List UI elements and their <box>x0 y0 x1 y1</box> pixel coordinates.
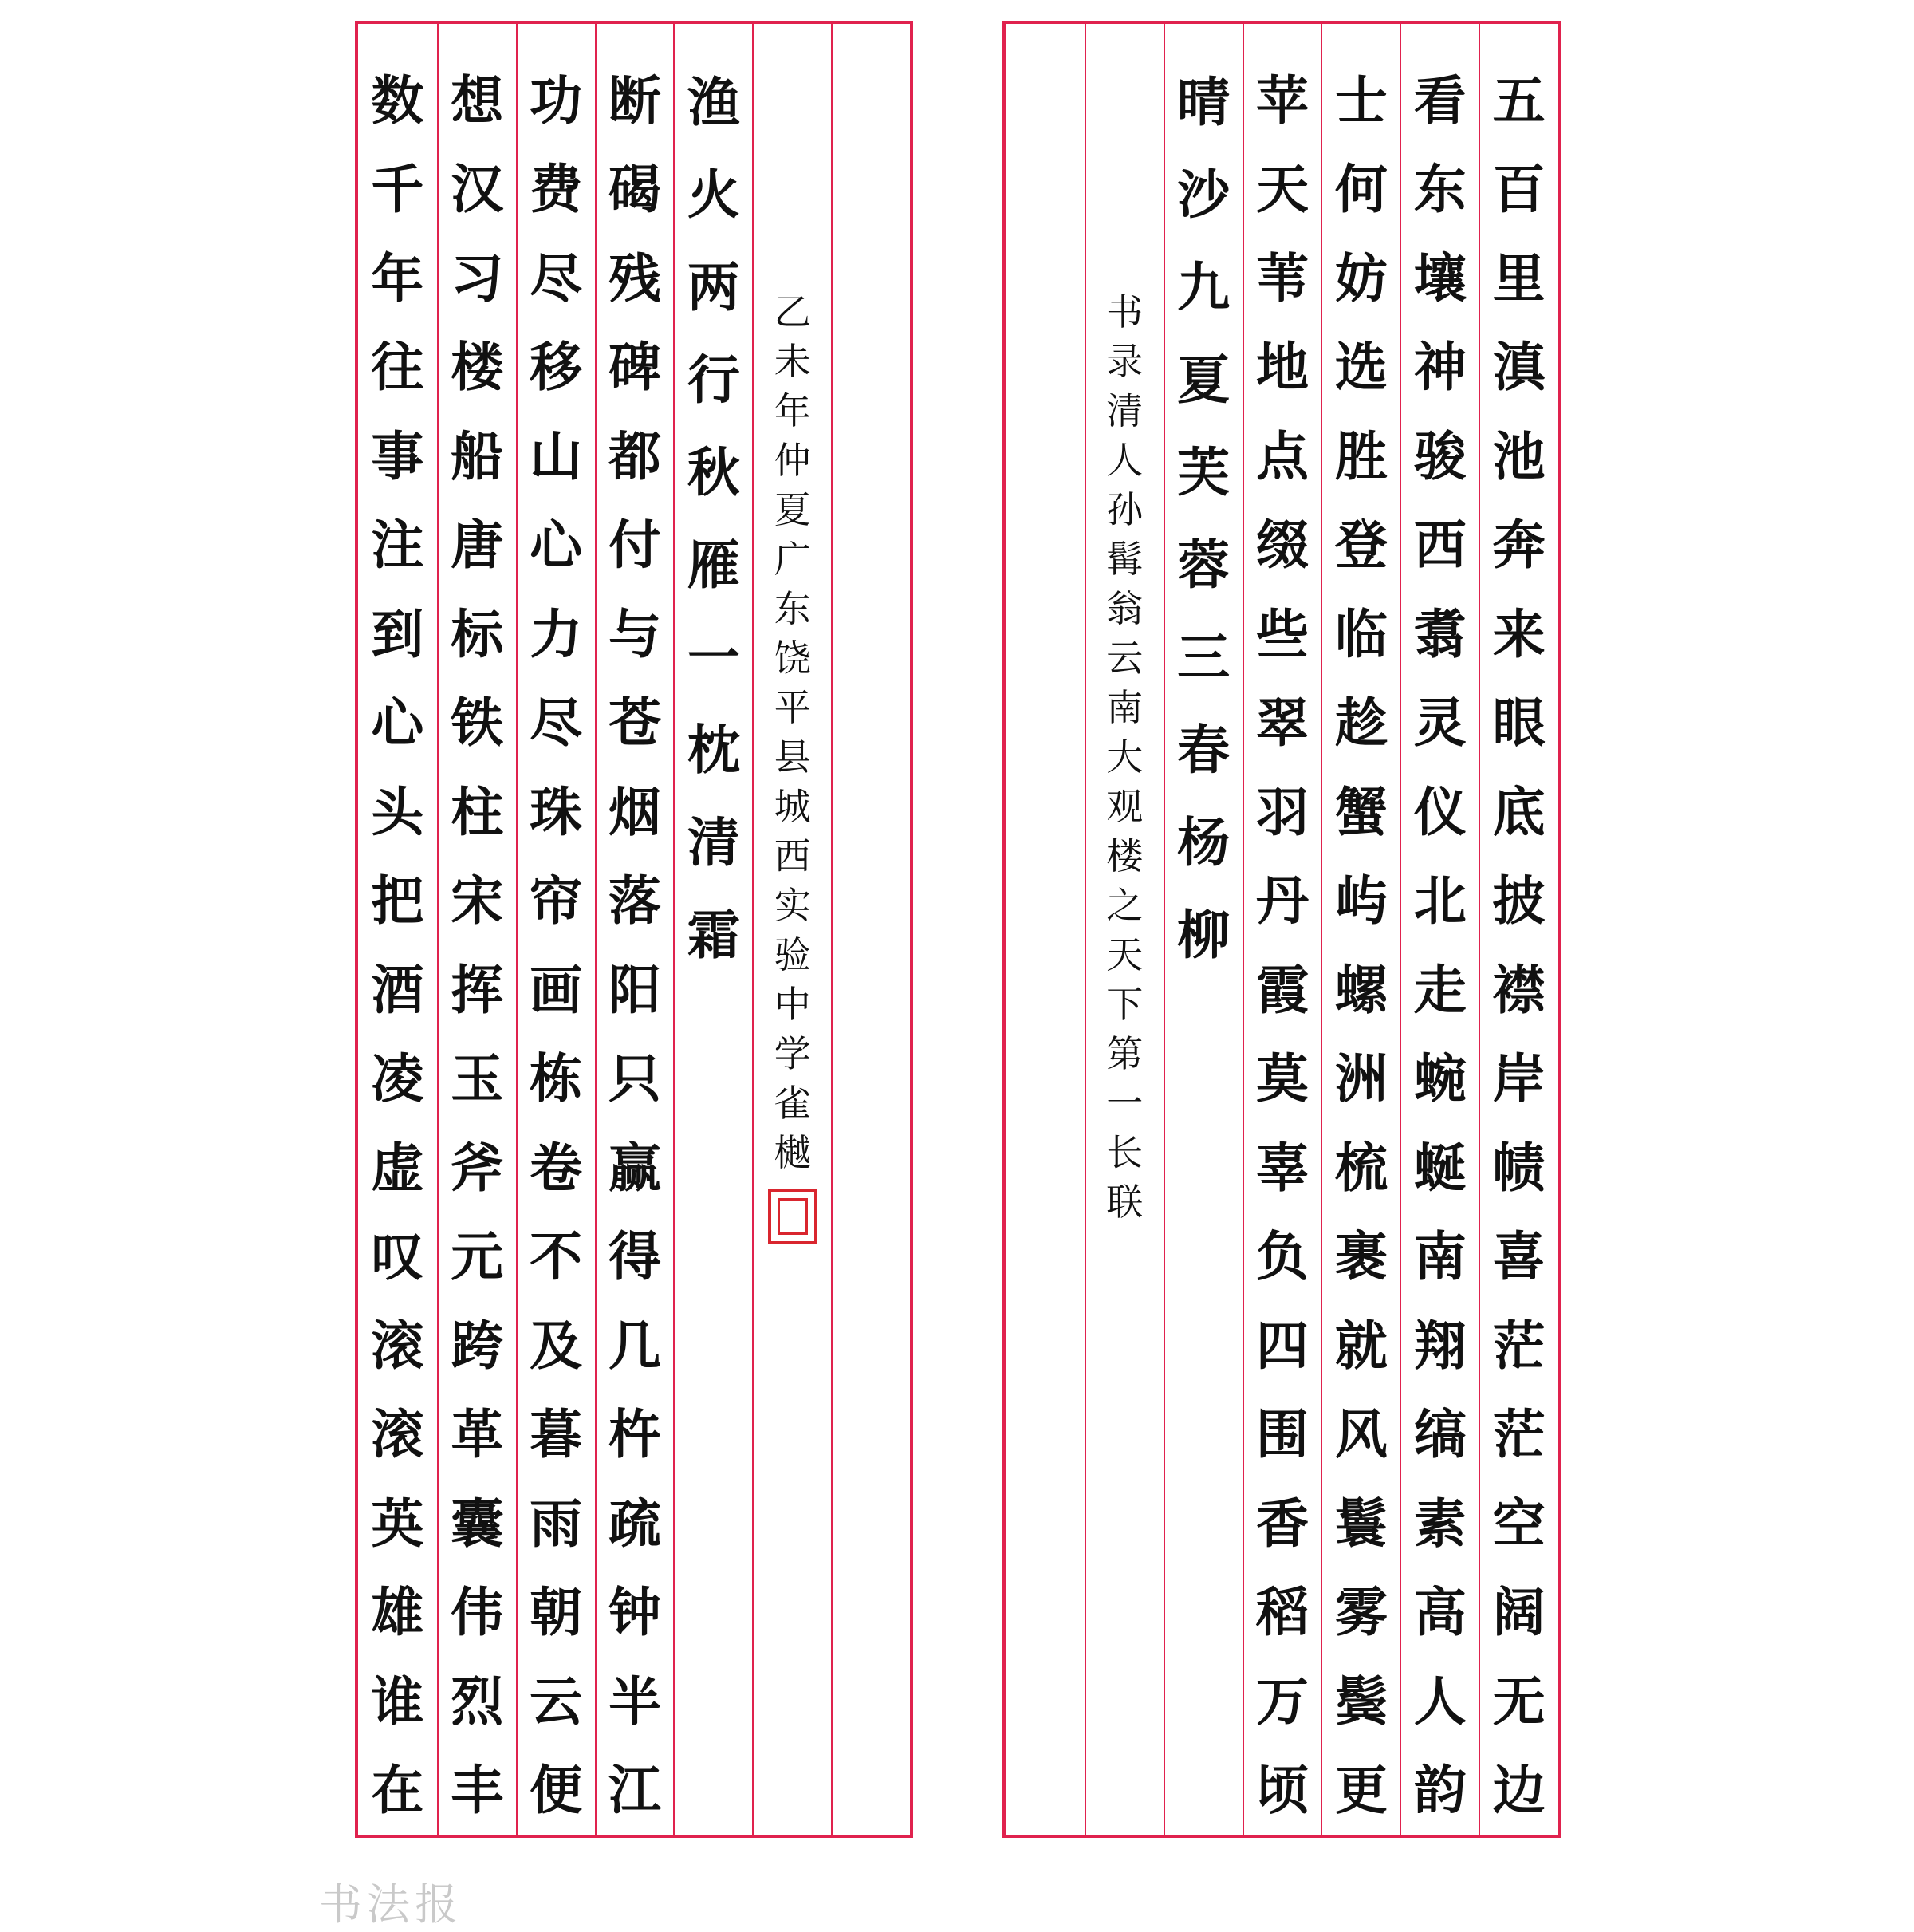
character: 斧 <box>451 1136 504 1199</box>
character: 暮 <box>530 1403 583 1466</box>
character: 西 <box>774 834 811 877</box>
character: 喜 <box>1492 1225 1546 1288</box>
character: 蜒 <box>1413 1136 1467 1199</box>
character: 碣 <box>608 158 661 221</box>
left-page-column <box>673 24 752 1835</box>
character: 缟 <box>1413 1403 1467 1466</box>
character: 及 <box>530 1314 583 1377</box>
character: 尽 <box>530 692 583 755</box>
character: 翥 <box>1413 602 1467 665</box>
character: 稻 <box>1255 1581 1309 1644</box>
character: 烟 <box>608 780 661 843</box>
character: 楼 <box>451 336 504 399</box>
character: 仪 <box>1413 780 1467 843</box>
character: 谁 <box>371 1670 424 1733</box>
character: 夏 <box>1177 349 1231 411</box>
character: 城 <box>774 785 811 828</box>
character: 清 <box>1106 389 1144 432</box>
character: 之 <box>1106 884 1144 927</box>
character: 与 <box>608 602 661 665</box>
character: 船 <box>451 424 504 487</box>
character: 大 <box>1106 735 1144 779</box>
character: 披 <box>1492 869 1546 932</box>
character: 不 <box>530 1225 583 1288</box>
character: 柱 <box>451 780 504 843</box>
character: 走 <box>1413 958 1467 1021</box>
character: 春 <box>1177 719 1231 781</box>
character: 铁 <box>451 692 504 755</box>
character: 奔 <box>1492 514 1546 577</box>
character: 翁 <box>1106 587 1144 630</box>
character: 千 <box>371 158 424 221</box>
character: 英 <box>371 1492 424 1555</box>
right-page-column <box>1321 24 1400 1835</box>
character: 无 <box>1492 1670 1546 1733</box>
character: 雄 <box>371 1581 424 1644</box>
character: 洲 <box>1334 1047 1388 1110</box>
character: 秋 <box>687 441 740 503</box>
character: 得 <box>608 1225 661 1288</box>
right-page <box>1002 21 1561 1838</box>
character: 岸 <box>1492 1047 1546 1110</box>
character: 丹 <box>1255 869 1309 932</box>
character: 空 <box>1492 1492 1546 1555</box>
character: 玉 <box>451 1047 504 1110</box>
character: 珠 <box>530 780 583 843</box>
character: 芙 <box>1177 441 1231 503</box>
character: 元 <box>451 1225 504 1288</box>
character: 滚 <box>371 1403 424 1466</box>
character: 把 <box>371 869 424 932</box>
character: 一 <box>1106 1082 1144 1125</box>
character: 雁 <box>687 534 740 596</box>
character: 囊 <box>451 1492 504 1555</box>
character: 里 <box>1492 246 1546 310</box>
character: 苇 <box>1255 246 1309 310</box>
character: 楼 <box>1106 834 1144 877</box>
character: 习 <box>451 246 504 310</box>
character: 山 <box>530 424 583 487</box>
character: 羽 <box>1255 780 1309 843</box>
character: 素 <box>1413 1492 1467 1555</box>
character: 疏 <box>608 1492 661 1555</box>
character: 观 <box>1106 785 1144 828</box>
character: 晴 <box>1177 71 1231 133</box>
character: 滚 <box>371 1314 424 1377</box>
character: 神 <box>1413 336 1467 399</box>
character: 碑 <box>608 336 661 399</box>
character: 半 <box>608 1670 661 1733</box>
character: 实 <box>774 884 811 927</box>
character: 滇 <box>1492 336 1546 399</box>
character: 些 <box>1255 602 1309 665</box>
character: 费 <box>530 158 583 221</box>
character: 苍 <box>608 692 661 755</box>
character: 就 <box>1334 1314 1388 1377</box>
character: 头 <box>371 780 424 843</box>
left-page-column <box>437 24 516 1835</box>
character: 蟹 <box>1334 780 1388 843</box>
character: 雀 <box>774 1082 811 1125</box>
character: 往 <box>371 336 424 399</box>
character: 杨 <box>1177 811 1231 873</box>
character: 残 <box>608 246 661 310</box>
character: 联 <box>1106 1181 1144 1224</box>
seal-icon <box>768 1189 817 1244</box>
character: 人 <box>1106 439 1144 482</box>
character: 卷 <box>530 1136 583 1199</box>
left-page-column <box>358 24 437 1835</box>
character: 云 <box>530 1670 583 1733</box>
character: 北 <box>1413 869 1467 932</box>
character: 南 <box>1106 686 1144 729</box>
character: 底 <box>1492 780 1546 843</box>
character: 付 <box>608 514 661 577</box>
right-page-column <box>1243 24 1321 1835</box>
character: 缀 <box>1255 514 1309 577</box>
character: 九 <box>1177 256 1231 318</box>
character: 饶 <box>774 637 811 680</box>
character: 鬟 <box>1334 1492 1388 1555</box>
character: 县 <box>774 735 811 779</box>
character: 西 <box>1413 514 1467 577</box>
character: 胜 <box>1334 424 1388 487</box>
character: 更 <box>1334 1759 1388 1822</box>
character: 年 <box>774 389 811 432</box>
character: 画 <box>530 958 583 1021</box>
character: 蓉 <box>1177 534 1231 596</box>
character: 围 <box>1255 1403 1309 1466</box>
character: 苹 <box>1255 69 1309 132</box>
character: 东 <box>774 587 811 630</box>
character: 屿 <box>1334 869 1388 932</box>
left-page-column <box>595 24 674 1835</box>
character: 孙 <box>1106 488 1144 531</box>
character: 登 <box>1334 514 1388 577</box>
character: 革 <box>451 1403 504 1466</box>
character: 灵 <box>1413 692 1467 755</box>
character: 凌 <box>371 1047 424 1110</box>
character: 落 <box>608 869 661 932</box>
character: 中 <box>774 983 811 1026</box>
character: 仲 <box>774 439 811 482</box>
character: 韵 <box>1413 1759 1467 1822</box>
character: 帘 <box>530 869 583 932</box>
character: 都 <box>608 424 661 487</box>
character: 一 <box>687 626 740 688</box>
right-page-column <box>1006 24 1085 1835</box>
character: 叹 <box>371 1225 424 1288</box>
character: 挥 <box>451 958 504 1021</box>
character: 南 <box>1413 1225 1467 1288</box>
character: 骏 <box>1413 424 1467 487</box>
character: 学 <box>774 1032 811 1075</box>
left-page <box>355 21 913 1838</box>
character: 酒 <box>371 958 424 1021</box>
character: 断 <box>608 69 661 132</box>
left-page-column <box>752 24 831 1835</box>
character: 在 <box>371 1759 424 1822</box>
character: 何 <box>1334 158 1388 221</box>
character: 未 <box>774 340 811 383</box>
character: 襟 <box>1492 958 1546 1021</box>
character: 螺 <box>1334 958 1388 1021</box>
character: 蜿 <box>1413 1047 1467 1110</box>
character: 翔 <box>1413 1314 1467 1377</box>
character: 池 <box>1492 424 1546 487</box>
character: 两 <box>687 256 740 318</box>
left-page-column <box>516 24 595 1835</box>
character: 选 <box>1334 336 1388 399</box>
character: 人 <box>1413 1670 1467 1733</box>
character: 乙 <box>774 290 811 333</box>
character: 平 <box>774 686 811 729</box>
character: 想 <box>451 69 504 132</box>
character: 标 <box>451 602 504 665</box>
character: 云 <box>1106 637 1144 680</box>
character: 江 <box>608 1759 661 1822</box>
character: 负 <box>1255 1225 1309 1288</box>
character: 烈 <box>451 1670 504 1733</box>
character: 辜 <box>1255 1136 1309 1199</box>
character: 伟 <box>451 1581 504 1644</box>
character: 风 <box>1334 1403 1388 1466</box>
character: 柳 <box>1177 904 1231 966</box>
character: 丰 <box>451 1759 504 1822</box>
character: 几 <box>608 1314 661 1377</box>
seal-inner-mark <box>778 1198 808 1235</box>
character: 壤 <box>1413 246 1467 310</box>
character: 万 <box>1255 1670 1309 1733</box>
character: 赢 <box>608 1136 661 1199</box>
character: 点 <box>1255 424 1309 487</box>
character: 栋 <box>530 1047 583 1110</box>
character: 下 <box>1106 983 1144 1026</box>
character: 只 <box>608 1047 661 1110</box>
right-page-column <box>1164 24 1243 1835</box>
character: 录 <box>1106 340 1144 383</box>
character: 注 <box>371 514 424 577</box>
character: 阳 <box>608 958 661 1021</box>
character: 长 <box>1106 1131 1144 1174</box>
character: 宋 <box>451 869 504 932</box>
character: 唐 <box>451 514 504 577</box>
character: 三 <box>1177 626 1231 688</box>
character: 事 <box>371 424 424 487</box>
character: 茫 <box>1492 1314 1546 1377</box>
character: 广 <box>774 538 811 581</box>
character: 力 <box>530 602 583 665</box>
character: 髯 <box>1106 538 1144 581</box>
character: 行 <box>687 349 740 411</box>
character: 高 <box>1413 1581 1467 1644</box>
character: 四 <box>1255 1314 1309 1377</box>
character: 霜 <box>687 904 740 966</box>
character: 眼 <box>1492 692 1546 755</box>
character: 移 <box>530 336 583 399</box>
character: 钟 <box>608 1581 661 1644</box>
character: 妨 <box>1334 246 1388 310</box>
character: 到 <box>371 602 424 665</box>
character: 尽 <box>530 246 583 310</box>
character: 便 <box>530 1759 583 1822</box>
character: 雨 <box>530 1492 583 1555</box>
character: 心 <box>371 692 424 755</box>
character: 清 <box>687 811 740 873</box>
bottom-faded-text: 书法报 <box>319 1879 463 1930</box>
character: 帻 <box>1492 1136 1546 1199</box>
character: 趁 <box>1334 692 1388 755</box>
character: 书 <box>1106 290 1144 333</box>
character: 汉 <box>451 158 504 221</box>
character: 顷 <box>1255 1759 1309 1822</box>
character: 香 <box>1255 1492 1309 1555</box>
character: 朝 <box>530 1581 583 1644</box>
character: 虚 <box>371 1136 424 1199</box>
character: 天 <box>1106 933 1144 976</box>
character: 裹 <box>1334 1225 1388 1288</box>
character: 鬓 <box>1334 1670 1388 1733</box>
character: 茫 <box>1492 1403 1546 1466</box>
character: 霞 <box>1255 958 1309 1021</box>
character: 年 <box>371 246 424 310</box>
character: 心 <box>530 514 583 577</box>
character: 跨 <box>451 1314 504 1377</box>
character: 功 <box>530 69 583 132</box>
right-page-column <box>1479 24 1558 1835</box>
character: 士 <box>1334 69 1388 132</box>
left-page-column <box>831 24 910 1835</box>
character: 边 <box>1492 1759 1546 1822</box>
character: 雾 <box>1334 1581 1388 1644</box>
right-page-column <box>1085 24 1164 1835</box>
character: 看 <box>1413 69 1467 132</box>
character: 夏 <box>774 488 811 531</box>
character: 杵 <box>608 1403 661 1466</box>
character: 枕 <box>687 719 740 781</box>
right-page-column <box>1400 24 1479 1835</box>
character: 第 <box>1106 1032 1144 1075</box>
character: 渔 <box>687 71 740 133</box>
character: 翠 <box>1255 692 1309 755</box>
character: 数 <box>371 69 424 132</box>
character: 百 <box>1492 158 1546 221</box>
character: 临 <box>1334 602 1388 665</box>
character: 樾 <box>774 1131 811 1174</box>
character: 沙 <box>1177 164 1231 226</box>
character: 天 <box>1255 158 1309 221</box>
character: 火 <box>687 164 740 226</box>
character: 验 <box>774 933 811 976</box>
character: 东 <box>1413 158 1467 221</box>
character: 地 <box>1255 336 1309 399</box>
character: 来 <box>1492 602 1546 665</box>
character: 阔 <box>1492 1581 1546 1644</box>
character: 五 <box>1492 69 1546 132</box>
character: 梳 <box>1334 1136 1388 1199</box>
character: 莫 <box>1255 1047 1309 1110</box>
